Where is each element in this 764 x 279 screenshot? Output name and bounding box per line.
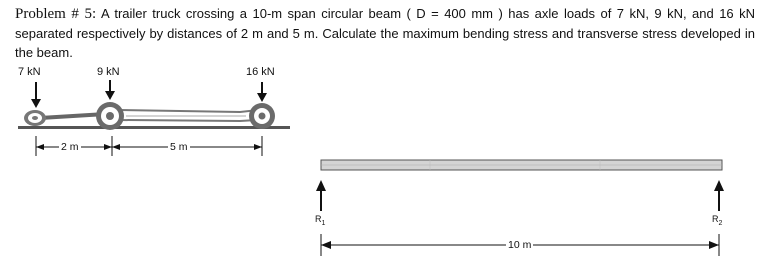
spacing-label-2m: 2 m: [61, 141, 79, 153]
problem-text: A trailer truck crossing a 10-m span circular beam ( D = 400 mm ) has axle loads of 7 kN, 9 kN, and 16 kN separated respectively by distances of 2 m and 5 m. Calculate the maximum bending stress and transverse stress developed in the beam.: [15, 6, 756, 60]
load-label-16kn: 16 kN: [246, 66, 275, 78]
load-arrow-3: [257, 82, 267, 102]
load-label-9kn: 9 kN: [97, 66, 120, 78]
load-arrow-2: [105, 80, 115, 100]
spacing-label-5m: 5 m: [170, 141, 188, 153]
wheel-3: [249, 103, 275, 129]
road-line: [18, 126, 290, 129]
reaction-arrow-right: [714, 180, 724, 211]
load-arrow-1: [31, 82, 41, 108]
problem-label: Problem # 5:: [15, 6, 97, 22]
reaction-label-r2: $R_2$: [712, 214, 723, 227]
wheel-1: [24, 110, 46, 126]
wheel-2: [96, 102, 124, 130]
reaction-label-r1: $R_1$: [315, 214, 326, 227]
reaction-arrow-left: [316, 180, 326, 211]
span-label-10m: 10 m: [508, 239, 532, 251]
load-label-7kn: 7 kN: [18, 66, 41, 78]
